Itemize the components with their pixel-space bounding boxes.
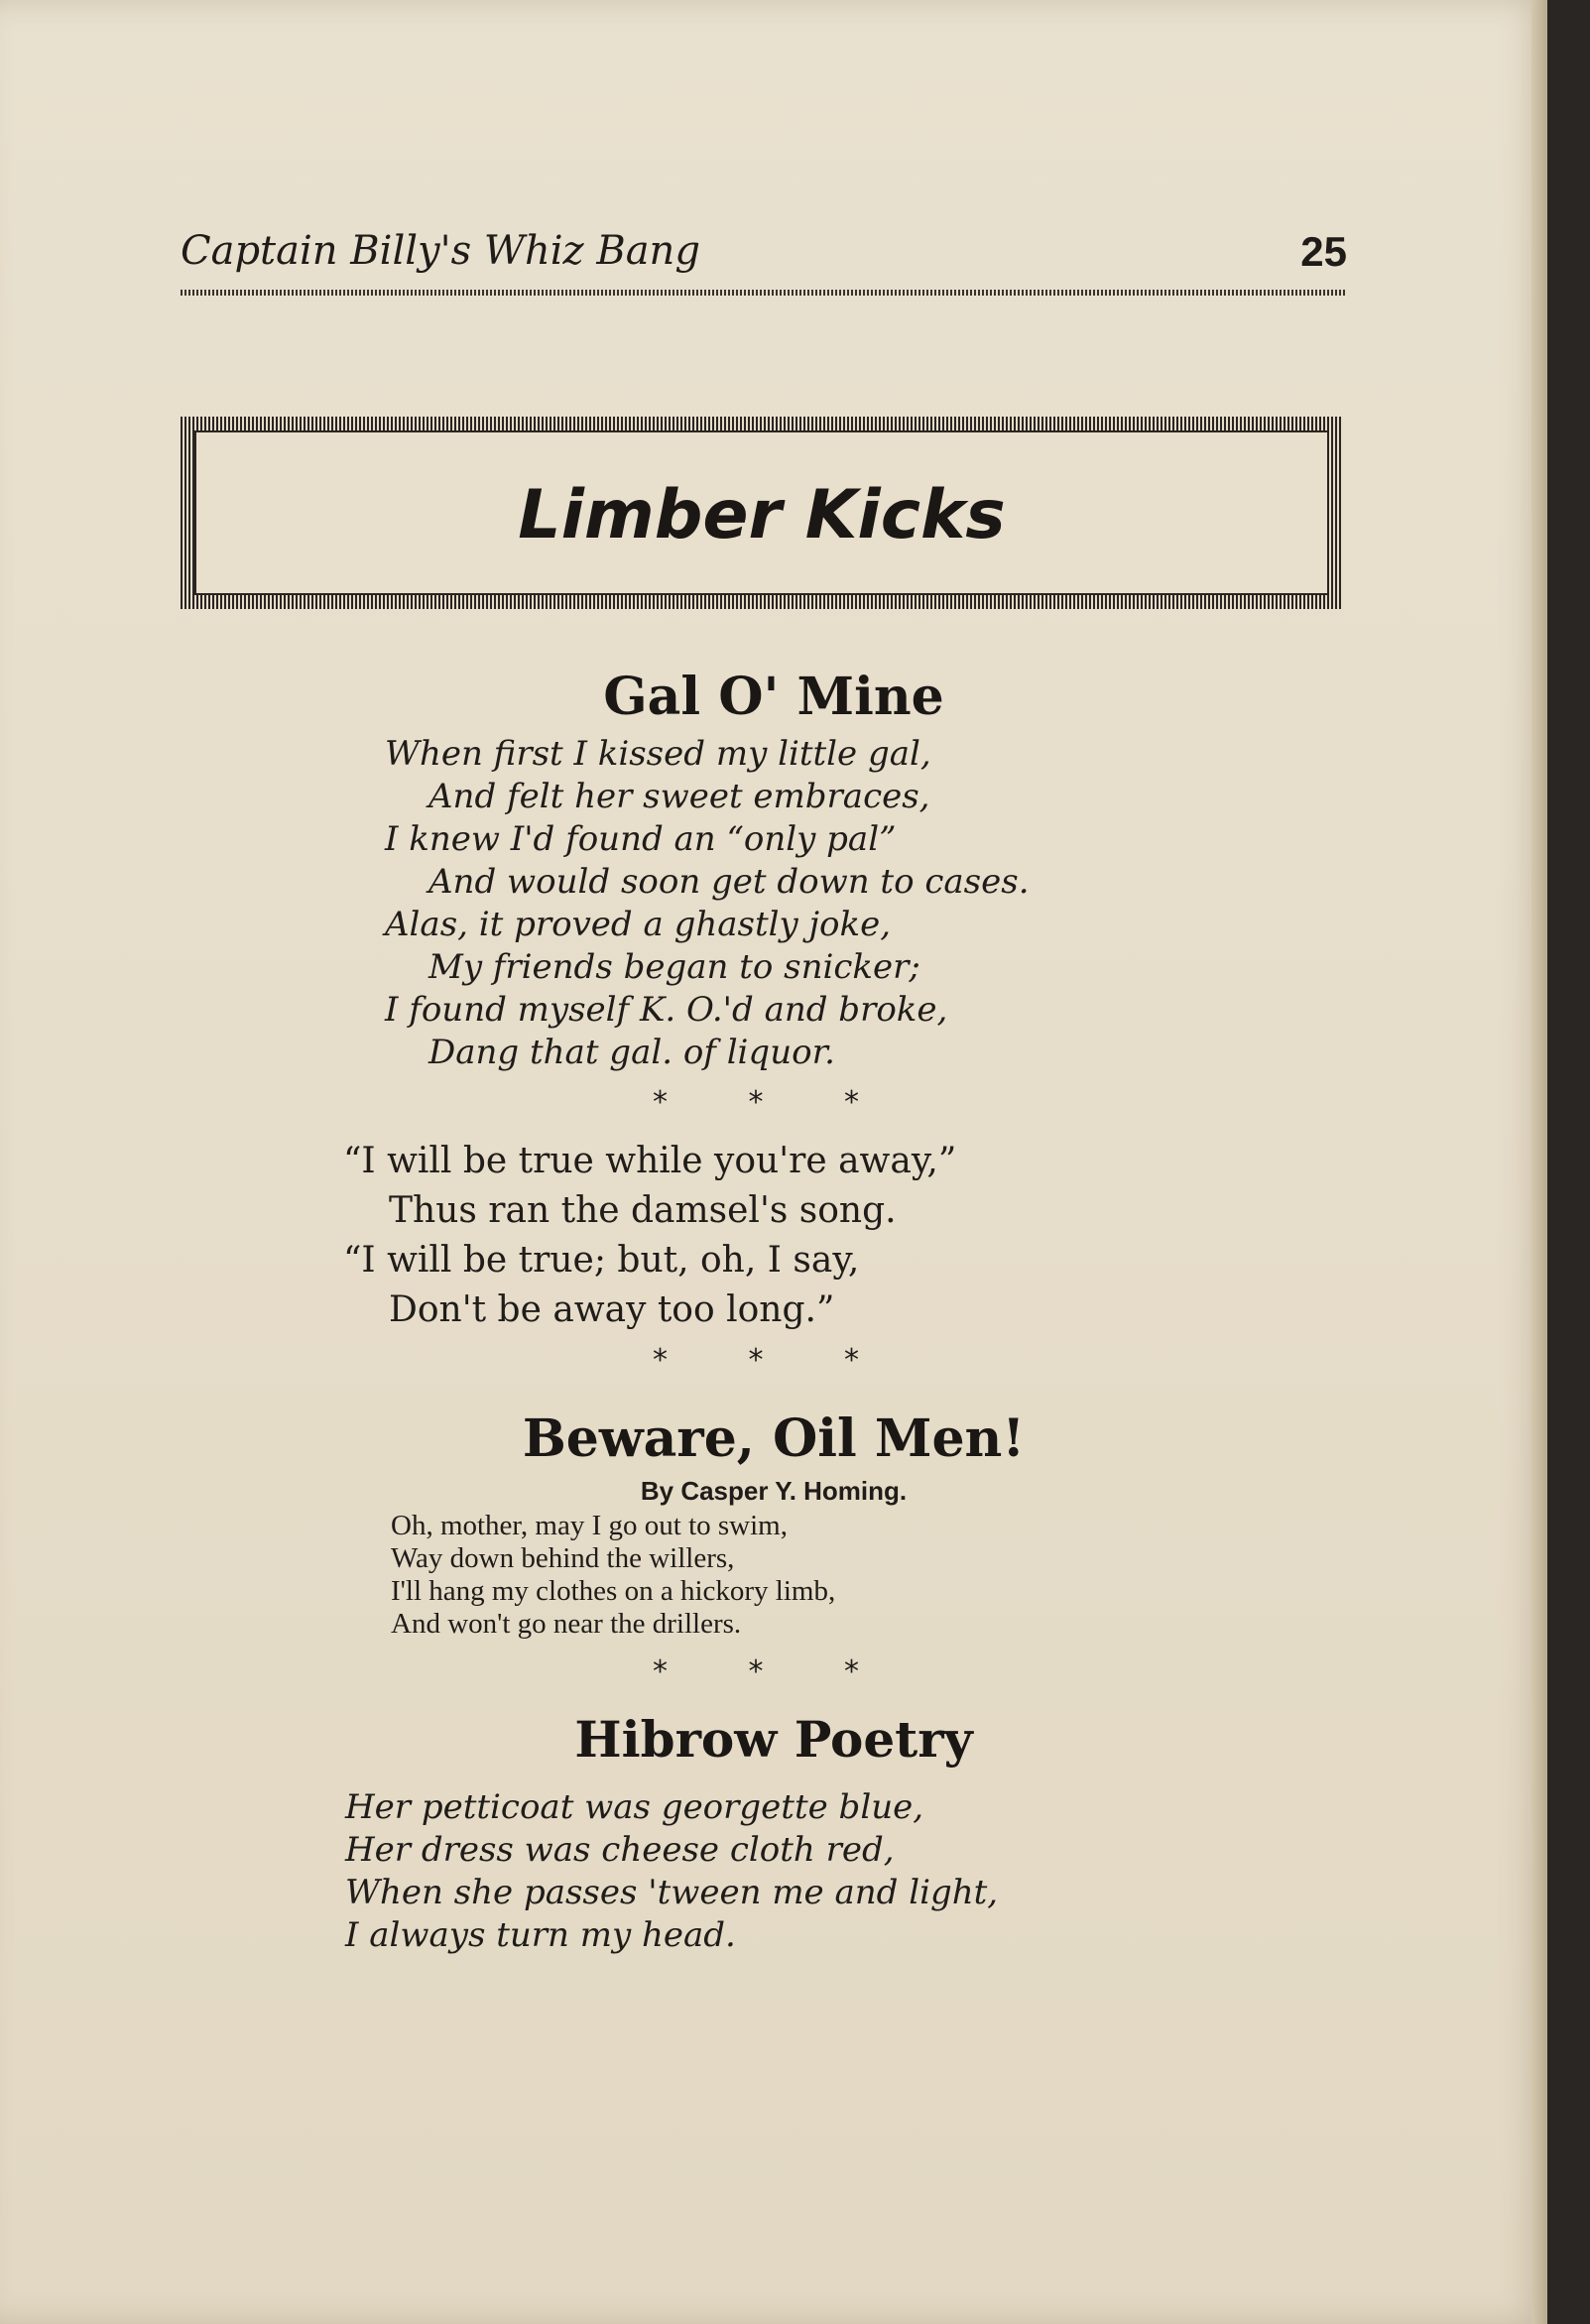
separator-stars: * * *: [652, 1343, 896, 1378]
poem-line: Oh, mother, may I go out to swim,: [391, 1510, 788, 1541]
page-number: 25: [1300, 228, 1347, 275]
poem-line: And felt her sweet embraces,: [428, 777, 930, 816]
poem-line: Her dress was cheese cloth red,: [345, 1830, 895, 1870]
poem-line: Way down behind the willers,: [391, 1542, 735, 1574]
poem-line: When first I kissed my little gal,: [385, 734, 931, 774]
poem-line: Don't be away too long.”: [389, 1289, 835, 1330]
poem-title-hibrow-poetry: Hibrow Poetry: [574, 1710, 973, 1769]
poem-line: “I will be true; but, oh, I say,: [343, 1240, 860, 1281]
poem-line: “I will be true while you're away,”: [343, 1141, 957, 1181]
banner-title: Limber Kicks: [518, 476, 1006, 554]
poem-line: I found myself K. O.'d and broke,: [385, 990, 948, 1030]
poem-title-beware-oil-men: Beware, Oil Men!: [522, 1408, 1026, 1469]
poem-line: My friends began to snicker;: [428, 947, 920, 987]
poem-line: Her petticoat was georgette blue,: [345, 1787, 924, 1827]
poem-title-gal-o-mine: Gal O' Mine: [603, 667, 944, 727]
page-edge: [1531, 0, 1547, 2324]
poem-line: Alas, it proved a ghastly joke,: [385, 905, 892, 944]
poem-line: When she passes 'tween me and light,: [345, 1873, 999, 1912]
poem-line: And would soon get down to cases.: [428, 862, 1030, 902]
header-rule: [181, 290, 1347, 296]
separator-stars: * * *: [652, 1085, 896, 1120]
poem-line: Thus ran the damsel's song.: [389, 1190, 897, 1231]
poem-line: I knew I'd found an “only pal”: [385, 819, 897, 859]
poem-line: I'll hang my clothes on a hickory limb,: [391, 1575, 836, 1607]
separator-stars: * * *: [652, 1654, 896, 1689]
section-banner: [181, 417, 1343, 609]
poem-byline: By Casper Y. Homing.: [640, 1476, 908, 1506]
poem-line: And won't go near the drillers.: [391, 1608, 742, 1640]
poem-line: I always turn my head.: [345, 1915, 736, 1955]
poem-line: Dang that gal. of liquor.: [428, 1033, 835, 1072]
running-head: [181, 228, 1347, 288]
running-title: Captain Billy's Whiz Bang: [181, 228, 700, 274]
